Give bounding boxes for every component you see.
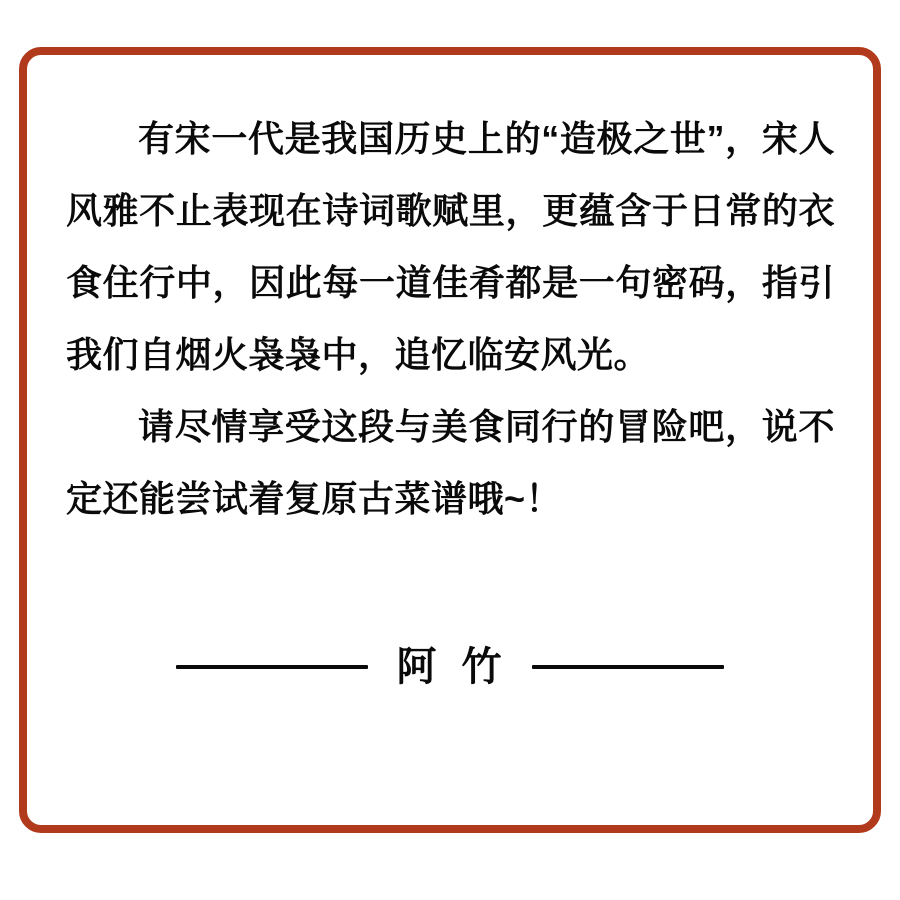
signature-rule-left <box>176 665 368 669</box>
signature-rule-right <box>532 665 724 669</box>
paragraph-2: 请尽情享受这段与美食同行的冒险吧，说不定还能尝试着复原古菜谱哦~！ <box>66 406 835 519</box>
author-name: 阿 竹 <box>396 645 504 689</box>
paragraph-1: 有宋一代是我国历史上的“造极之世”，宋人风雅不止表现在诗词歌赋里，更蕴含于日常的衣食住行中，因此每一道佳肴都是一句密码，指引我们自烟火袅袅中，追忆临安风光。 <box>66 118 835 375</box>
text-block <box>27 55 873 535</box>
signature <box>27 631 873 703</box>
bordered-card <box>19 47 881 833</box>
